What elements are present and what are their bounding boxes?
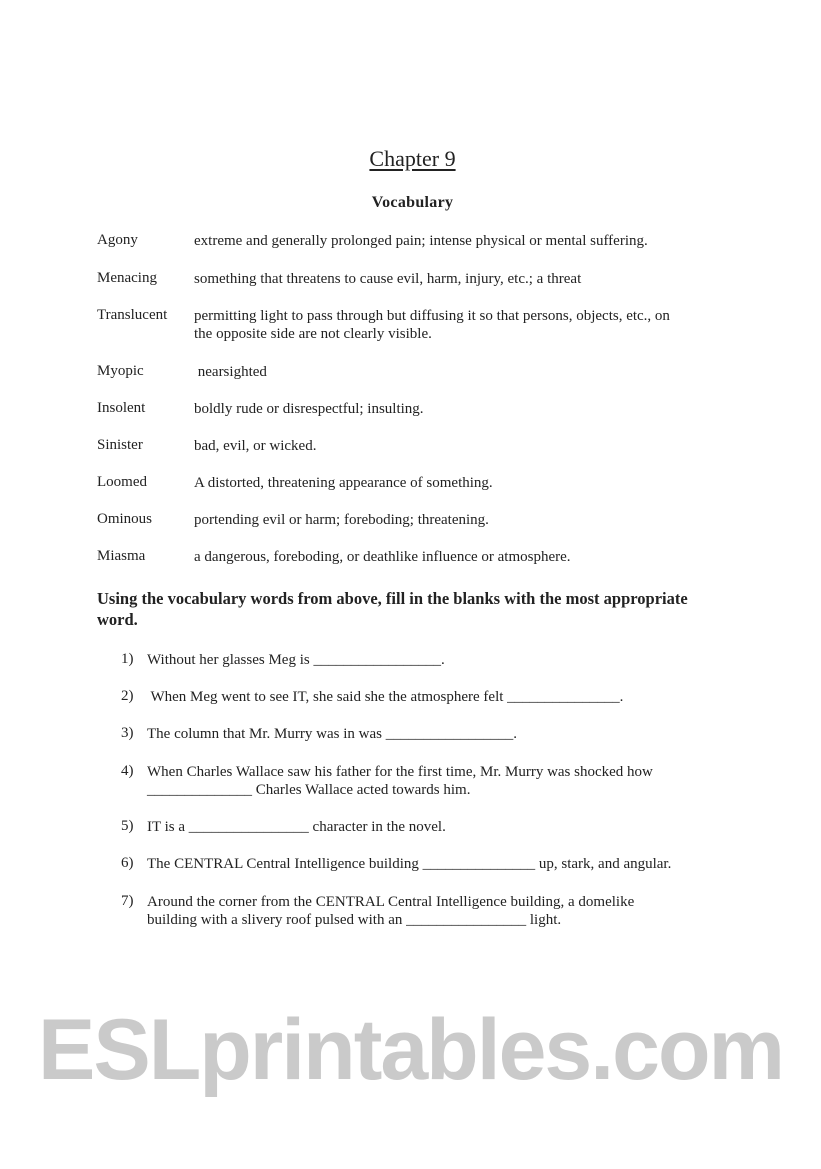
question-text: When Charles Wallace saw his father for the first time, Mr. Murry was shocked how [147,764,653,780]
question-text: IT is a ________________ character in the novel. [147,819,446,835]
vocab-definition-continued: the opposite side are not clearly visible. [194,326,432,342]
page-title [0,146,821,172]
question-number: 6) [121,855,134,871]
vocab-definition: bad, evil, or wicked. [194,438,317,454]
question-text: The CENTRAL Central Intelligence building _______________ up, stark, and angular. [147,856,672,872]
vocab-term: Translucent [97,307,168,323]
section-heading: Vocabulary [371,194,454,211]
question-text: The column that Mr. Murry was in was _________________. [147,726,517,742]
question-number: 7) [121,893,134,909]
question-text: Around the corner from the CENTRAL Central Intelligence building, a domelike [147,894,635,910]
vocab-term: Sinister [97,437,143,453]
question-number: 5) [121,818,134,834]
vocab-definition: boldly rude or disrespectful; insulting. [194,401,424,417]
question-number: 4) [121,763,134,779]
question-number: 1) [121,651,134,667]
vocab-term: Loomed [97,474,147,490]
vocab-term: Agony [97,232,138,248]
vocab-definition: something that threatens to cause evil, harm, injury, etc.; a threat [194,271,582,287]
vocab-definition: a dangerous, foreboding, or deathlike influence or atmosphere. [194,549,571,565]
vocab-term: Miasma [97,548,146,564]
vocab-definition: A distorted, threatening appearance of something. [194,475,493,491]
question-text-continued: building with a slivery roof pulsed with an ________________ light. [147,912,562,928]
question-text: When Meg went to see IT, she said she the atmosphere felt _______________. [147,689,624,705]
vocab-term: Insolent [97,400,146,416]
vocab-definition: portending evil or harm; foreboding; threatening. [194,512,489,528]
vocab-definition: extreme and generally prolonged pain; intense physical or mental suffering. [194,233,648,249]
vocab-term: Menacing [97,270,157,286]
vocab-definition: permitting light to pass through but diffusing it so that persons, objects, etc., on [194,308,670,324]
question-text: Without her glasses Meg is _________________. [147,652,445,668]
question-number: 3) [121,725,134,741]
question-text-continued: ______________ Charles Wallace acted towards him. [147,782,471,798]
vocab-term: Myopic [97,363,144,379]
watermark: ESLprintables.com [38,1002,783,1098]
vocab-definition: nearsighted [194,364,267,380]
instructions: Using the vocabulary words from above, fill in the blanks with the most appropriate word. [97,589,688,629]
vocab-term: Ominous [97,511,153,527]
title-text: Chapter 9 [369,146,456,171]
question-number: 2) [121,688,134,704]
